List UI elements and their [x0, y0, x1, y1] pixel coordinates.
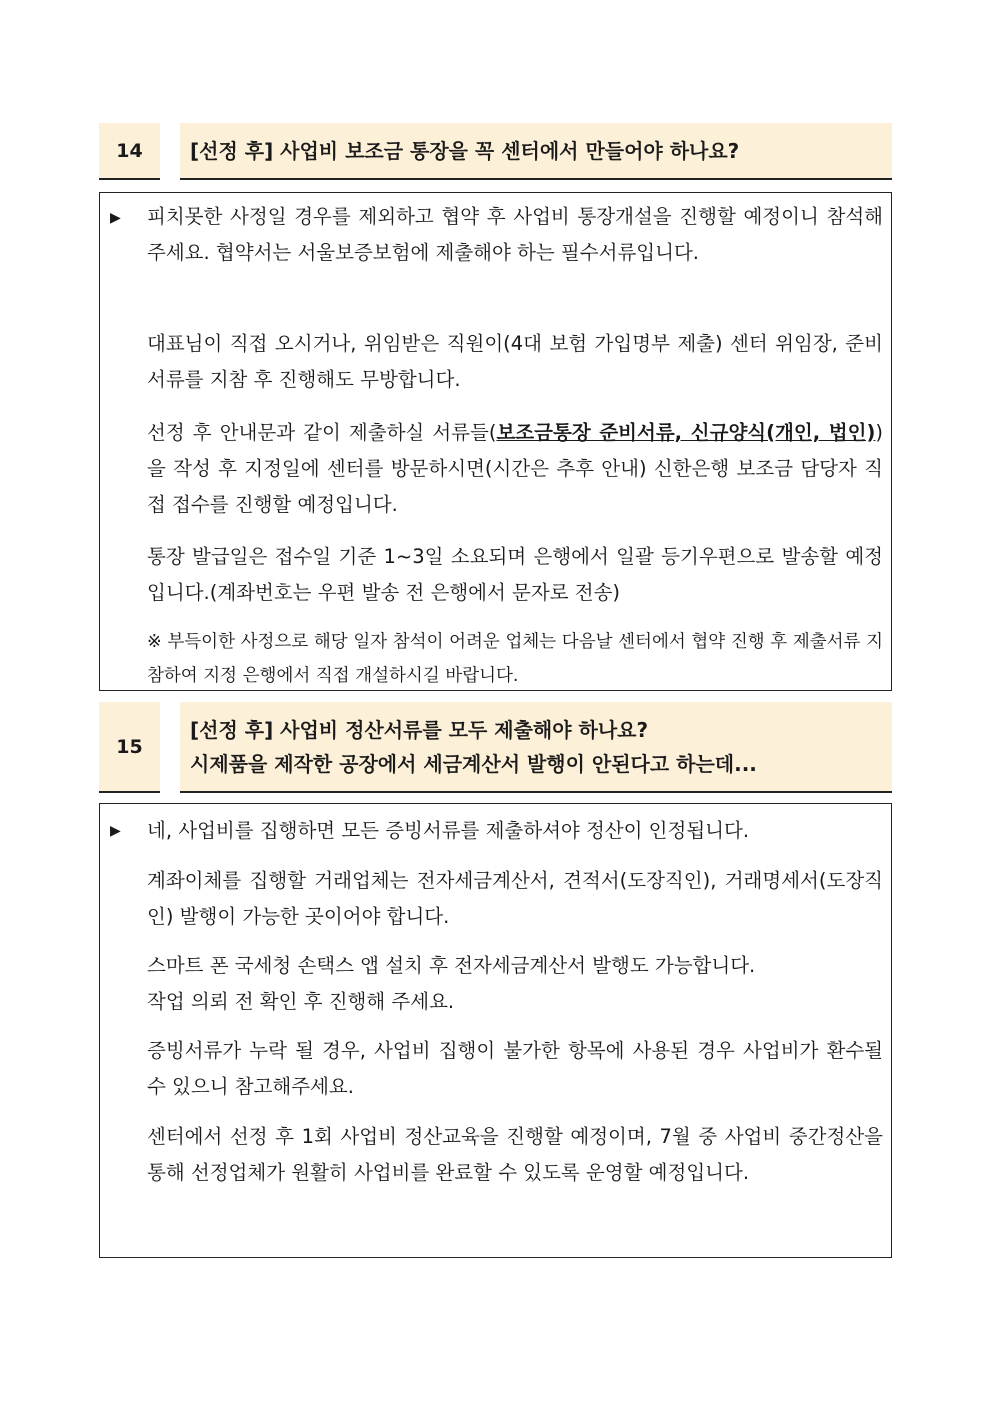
question-title-line: [선정 후] 사업비 정산서류를 모두 제출해야 하나요? [190, 717, 649, 742]
question-number: 15 [99, 702, 160, 793]
answer-paragraph [147, 948, 883, 1020]
answer-text: )을 작성 후 지정일에 센터를 방문하시면(시간은 추후 안내) 신한은행 보조금 담당자 직접 접수를 진행할 예정입니다. [147, 421, 883, 516]
question-title [180, 123, 892, 180]
question-15-header [99, 702, 892, 793]
required-documents-emphasis: 보조금통장 준비서류, 신규양식(개인, 법인) [496, 421, 876, 444]
answer-line: 스마트 폰 국세청 손택스 앱 설치 후 전자세금계산서 발행도 가능합니다. [147, 954, 756, 977]
answer-paragraph [147, 415, 883, 523]
answer-15-box [99, 803, 892, 1258]
answer-paragraph: 계좌이체를 집행할 거래업체는 전자세금계산서, 견적서(도장직인), 거래명세서(도장직인) 발행이 가능한 곳이어야 합니다. [147, 869, 883, 928]
answer-paragraph: 피치못한 사정일 경우를 제외하고 협약 후 사업비 통장개설을 진행할 예정이니 참석해주세요. 협약서는 서울보증보험에 제출해야 하는 필수서류입니다. [147, 205, 883, 264]
answer-paragraph: 대표님이 직접 오시거나, 위임받은 직원이(4대 보험 가입명부 제출) 센터 위임장, 준비서류를 지참 후 진행해도 무방합니다. [147, 332, 883, 391]
answer-line: 작업 의뢰 전 확인 후 진행해 주세요. [147, 990, 455, 1013]
answer-paragraph: 네, 사업비를 집행하면 모든 증빙서류를 제출하셔야 정산이 인정됩니다. [147, 819, 750, 842]
answer-14-box [99, 192, 892, 691]
triangle-bullet-icon: ▶ [110, 210, 121, 226]
question-title-line: 시제품을 제작한 공장에서 세금계산서 발행이 안된다고 하는데... [190, 751, 757, 776]
answer-text: 선정 후 안내문과 같이 제출하실 서류들( [147, 421, 497, 444]
answer-paragraph: 증빙서류가 누락 될 경우, 사업비 집행이 불가한 항목에 사용된 경우 사업비가 환수될 수 있으니 참고해주세요. [147, 1039, 883, 1098]
reference-note: ※ 부득이한 사정으로 해당 일자 참석이 어려운 업체는 다음날 센터에서 협약 진행 후 제출서류 지참하여 지정 은행에서 직접 개설하시길 바랍니다. [147, 632, 883, 686]
answer-paragraph: 통장 발급일은 접수일 기준 1~3일 소요되며 은행에서 일괄 등기우편으로 발송할 예정 입니다.(계좌번호는 우편 발송 전 은행에서 문자로 전송) [147, 545, 883, 604]
question-14-header [99, 123, 892, 180]
question-title [180, 702, 892, 793]
triangle-bullet-icon: ▶ [110, 823, 121, 839]
answer-paragraph: 센터에서 선정 후 1회 사업비 정산교육을 진행할 예정이며, 7월 중 사업비 중간정산을 통해 선정업체가 원활히 사업비를 완료할 수 있도록 운영할 예정입니다. [147, 1125, 883, 1184]
question-number: 14 [99, 123, 160, 180]
question-title-text: [선정 후] 사업비 보조금 통장을 꼭 센터에서 만들어야 하나요? [190, 138, 740, 163]
